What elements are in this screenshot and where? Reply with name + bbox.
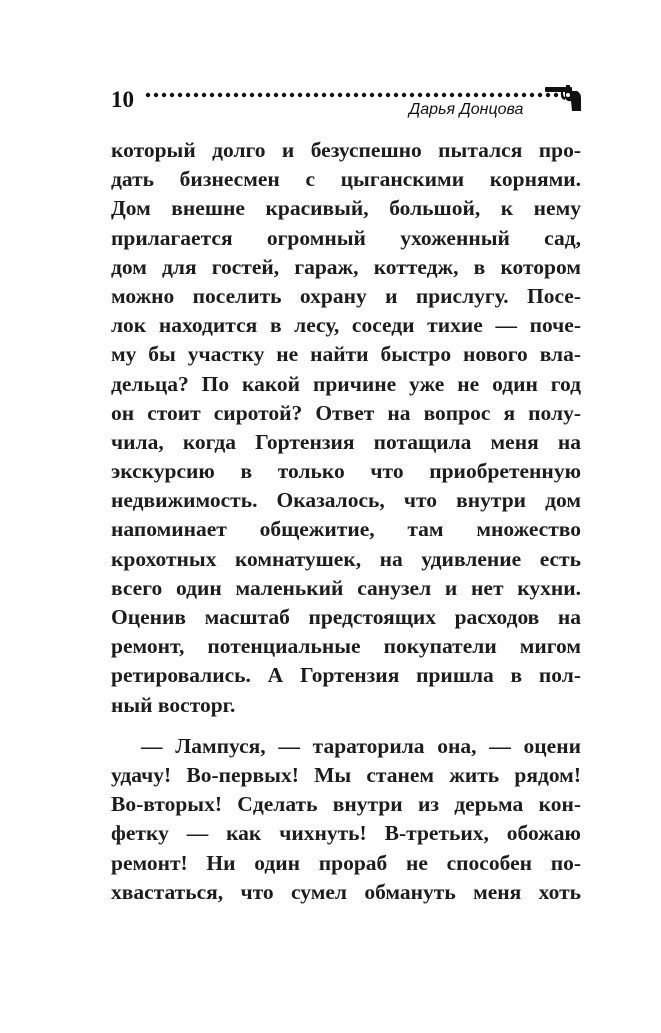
text-line: Во-вторых! Сделать внутри из дерьма кон- — [111, 792, 581, 817]
text-line: ремонт, потенциальные покупатели мигом — [111, 634, 581, 659]
text-line: можно поселить охрану и прислугу. Посе- — [111, 283, 581, 308]
running-header — [0, 0, 661, 130]
text-line: крохотных комнатушек, на удивление есть — [111, 546, 581, 571]
dotted-leader — [145, 91, 559, 99]
page-number: 10 — [111, 87, 134, 112]
paragraph — [111, 732, 581, 907]
text-line: ремонт! Ни один прораб не способен по- — [111, 850, 581, 875]
text-line: лок находится в лесу, соседи тихие — поче- — [111, 313, 581, 338]
text-line: хвастаться, что сумел обмануть меня хоть — [111, 879, 581, 904]
text-line: который долго и безуспешно пытался про- — [111, 138, 581, 162]
text-line: он стоит сиротой? Ответ на вопрос я полу- — [111, 400, 581, 425]
text-line: прилагается огромный ухоженный сад, — [111, 225, 581, 250]
text-line: чила, когда Гортензия потащила меня на — [111, 429, 581, 454]
text-line: дельца? По какой причине уже не один год — [111, 371, 581, 396]
text-line: удачу! Во-первых! Мы станем жить рядом! — [111, 762, 581, 787]
paragraph-gap — [111, 720, 581, 732]
text-line: дать бизнесмен с цыганскими корнями. — [111, 167, 581, 192]
text-line: Дом внешне красивый, большой, к нему — [111, 196, 581, 221]
text-line: Оценив масштаб предстоящих расходов на — [111, 605, 581, 629]
paragraph — [111, 136, 581, 720]
author-name: Дарья Донцова — [409, 101, 524, 118]
text-line: ный восторг. — [111, 692, 236, 717]
text-line: ретировались. А Гортензия пришла в пол- — [111, 663, 581, 688]
text-line: всего один маленький санузел и нет кухни. — [111, 575, 581, 600]
text-line: недвижимость. Оказалось, что внутри дом — [111, 488, 581, 513]
page-body-text — [111, 136, 581, 907]
text-line: — Лампуся, — тараторила она, — оцени — [141, 733, 581, 758]
text-line: напоминает общежитие, там множество — [111, 517, 581, 542]
text-line: му бы участку не найти быстро нового вла- — [111, 342, 581, 367]
text-line: дом для гостей, гараж, коттедж, в котором — [111, 254, 581, 279]
text-line: фетку — как чихнуть! В-третьих, обожаю — [111, 821, 581, 846]
text-line: экскурсию в только что приобретенную — [111, 459, 581, 484]
revolver-icon — [543, 84, 583, 112]
